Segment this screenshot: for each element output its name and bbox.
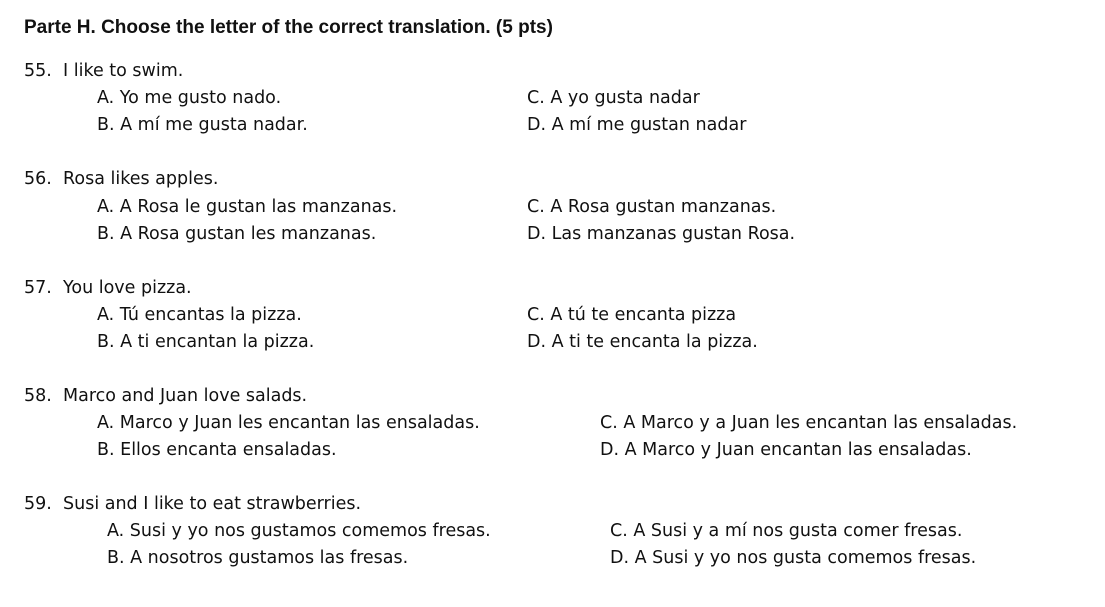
option-a: A. Marco y Juan les encantan las ensaladas. xyxy=(97,413,480,433)
option-b: B. A ti encantan la pizza. xyxy=(97,332,315,352)
option-d: D. A mí me gustan nadar xyxy=(527,115,747,135)
option-c: C. A tú te encanta pizza xyxy=(527,305,737,325)
question-prompt: Marco and Juan love salads. xyxy=(63,386,308,406)
option-c: C. A Rosa gustan manzanas. xyxy=(527,197,777,217)
option-d: D. A Marco y Juan encantan las ensaladas. xyxy=(600,440,972,460)
question-number: 58. xyxy=(24,386,52,406)
option-a: A. Yo me gusto nado. xyxy=(97,88,282,108)
option-a: A. Susi y yo nos gustamos comemos fresas. xyxy=(107,521,491,541)
option-a: A. A Rosa le gustan las manzanas. xyxy=(97,197,398,217)
question-number: 55. xyxy=(24,61,52,81)
option-d: D. Las manzanas gustan Rosa. xyxy=(527,224,796,244)
option-c: C. A Marco y a Juan les encantan las ensaladas. xyxy=(600,413,1018,433)
section-title: Parte H. Choose the letter of the correct translation. (5 pts) xyxy=(24,17,553,38)
option-a: A. Tú encantas la pizza. xyxy=(97,305,302,325)
question-number: 56. xyxy=(24,169,52,189)
option-c: C. A Susi y a mí nos gusta comer fresas. xyxy=(610,521,963,541)
option-c: C. A yo gusta nadar xyxy=(527,88,700,108)
option-b: B. A nosotros gustamos las fresas. xyxy=(107,548,409,568)
option-b: B. Ellos encanta ensaladas. xyxy=(97,440,337,460)
question-prompt: Rosa likes apples. xyxy=(63,169,219,189)
question-number: 59. xyxy=(24,494,52,514)
question-prompt: Susi and I like to eat strawberries. xyxy=(63,494,362,514)
option-d: D. A ti te encanta la pizza. xyxy=(527,332,758,352)
question-prompt: I like to swim. xyxy=(63,61,184,81)
option-b: B. A mí me gusta nadar. xyxy=(97,115,308,135)
option-d: D. A Susi y yo nos gusta comemos fresas. xyxy=(610,548,977,568)
option-b: B. A Rosa gustan les manzanas. xyxy=(97,224,377,244)
question-prompt: You love pizza. xyxy=(63,278,192,298)
question-number: 57. xyxy=(24,278,52,298)
